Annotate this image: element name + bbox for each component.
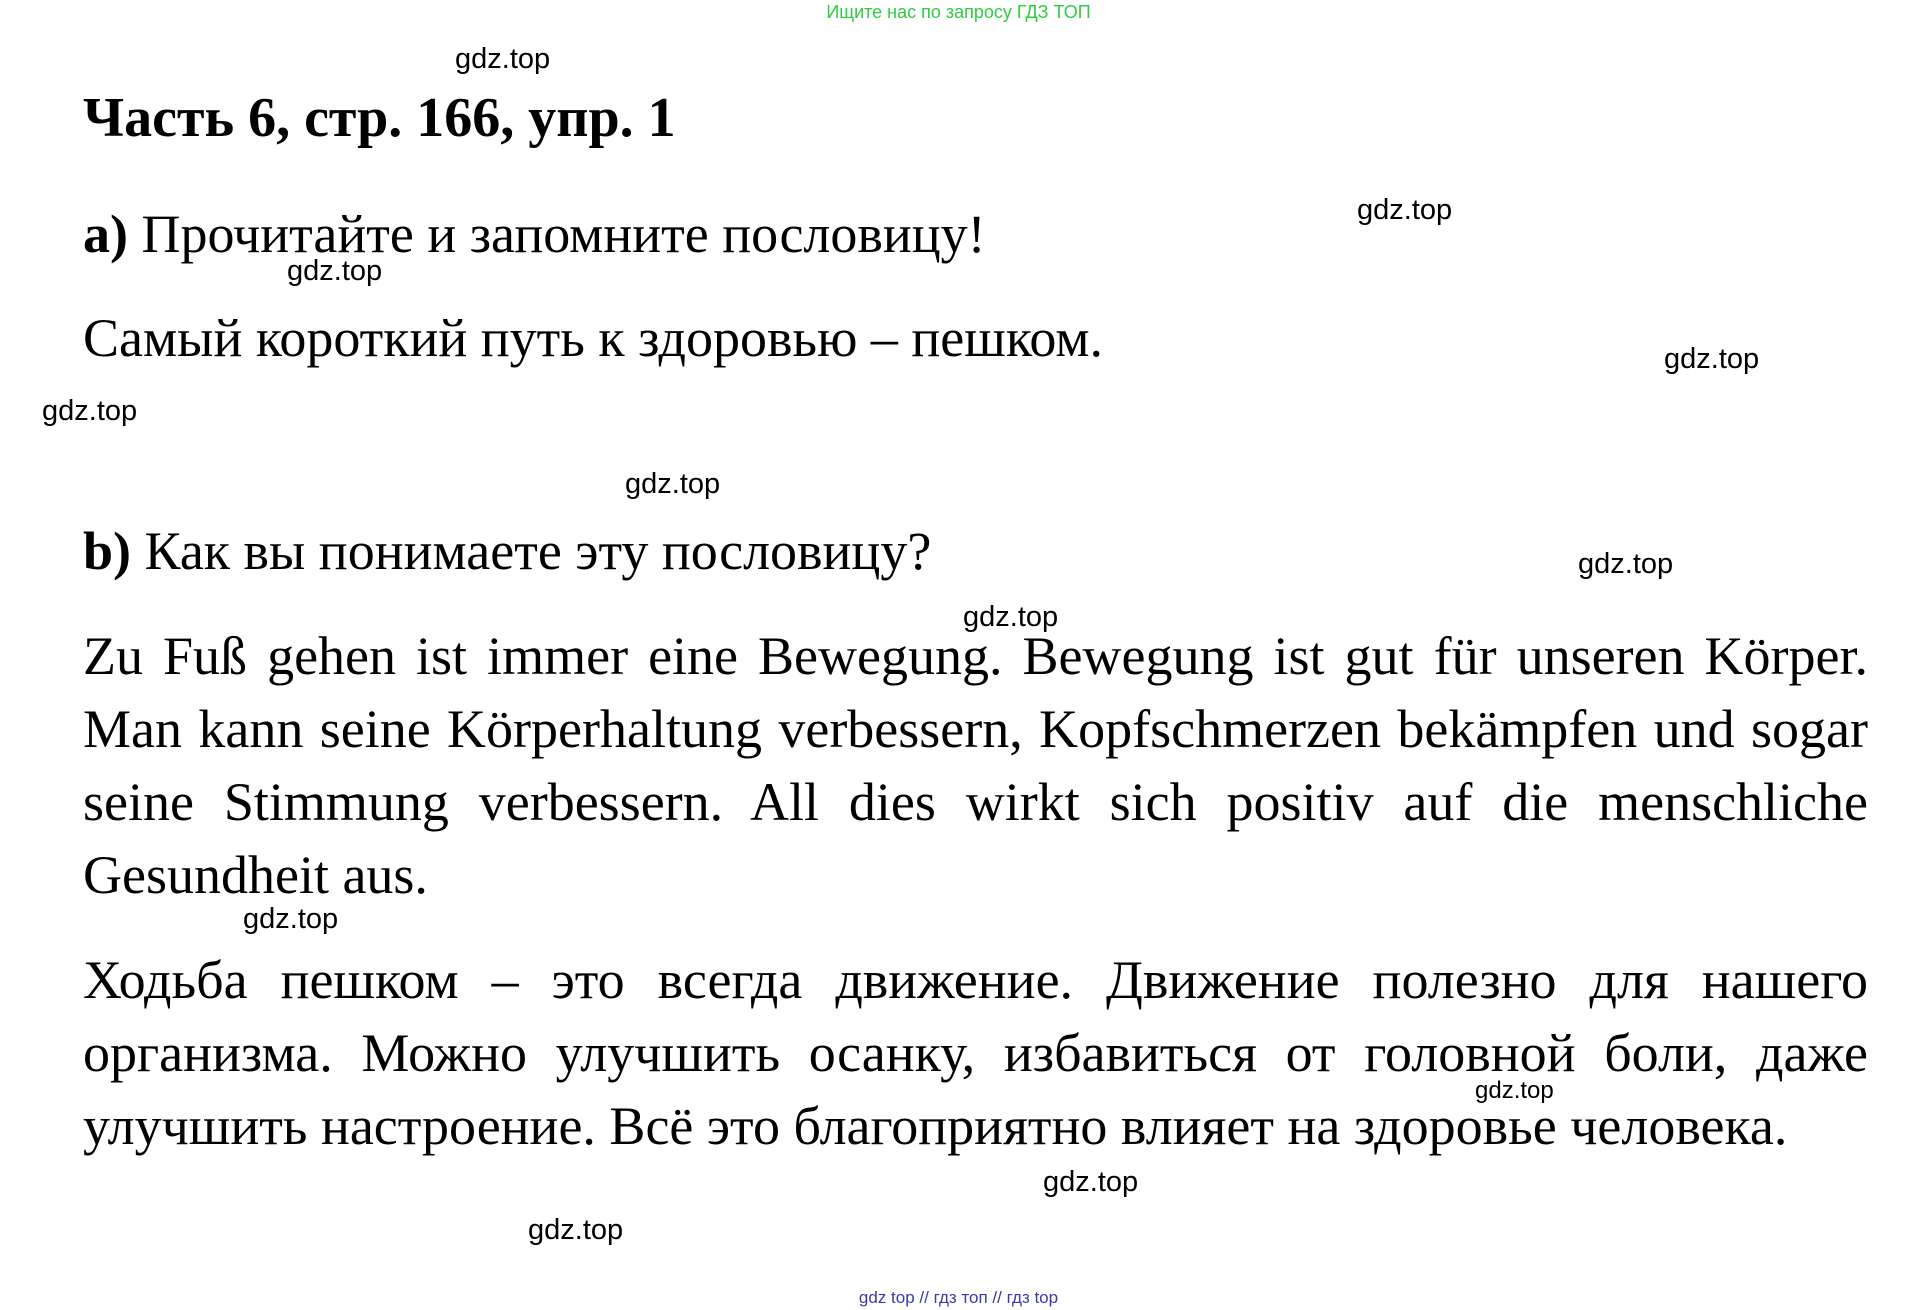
watermark: gdz.top	[1043, 1166, 1139, 1198]
russian-paragraph: Ходьба пешком – это всегда движение. Движение полезно для нашего организма. Можно улучшить осанку, избавиться от головной боли, даже улучшить настроение. Всё это благоприятно влияет на здоровье человека.	[83, 950, 1868, 1156]
german-paragraph: Zu Fuß gehen ist immer eine Bewegung. Bewegung ist gut für unseren Körper. Man kann seine Körperhaltung verbessern, Kopfschmerzen bekämpfen und sogar seine Stimmung verbessern. All dies wirkt sich positiv auf die menschliche Gesundheit aus.	[83, 626, 1868, 905]
watermark: gdz.top	[528, 1214, 624, 1246]
watermark: gdz.top	[1664, 343, 1760, 375]
proverb: Самый короткий путь к здоровью – пешком.	[83, 308, 1103, 368]
task-a-text: Прочитайте и запомните пословицу!	[141, 204, 986, 264]
watermark: gdz.top	[42, 395, 138, 427]
task-b	[83, 521, 932, 581]
watermark: gdz.top	[1475, 1077, 1554, 1104]
task-b-label: b)	[83, 521, 132, 581]
page-title: Часть 6, стр. 166, упр. 1	[83, 87, 676, 149]
watermark: gdz.top	[625, 468, 721, 500]
footer: gdz top // гдз топ // гдз top	[858, 1288, 1059, 1307]
watermark: gdz.top	[287, 255, 383, 287]
watermark: gdz.top	[1357, 194, 1453, 226]
watermark: gdz.top	[1578, 548, 1674, 580]
task-b-text: Как вы понимаете эту пословицу?	[144, 521, 932, 581]
top-banner: Ищите нас по запросу ГДЗ ТОП	[826, 2, 1091, 22]
watermark: gdz.top	[963, 601, 1059, 633]
watermark: gdz.top	[243, 903, 339, 935]
task-a	[83, 204, 986, 264]
task-a-label: a)	[83, 204, 128, 264]
watermark: gdz.top	[455, 43, 551, 75]
